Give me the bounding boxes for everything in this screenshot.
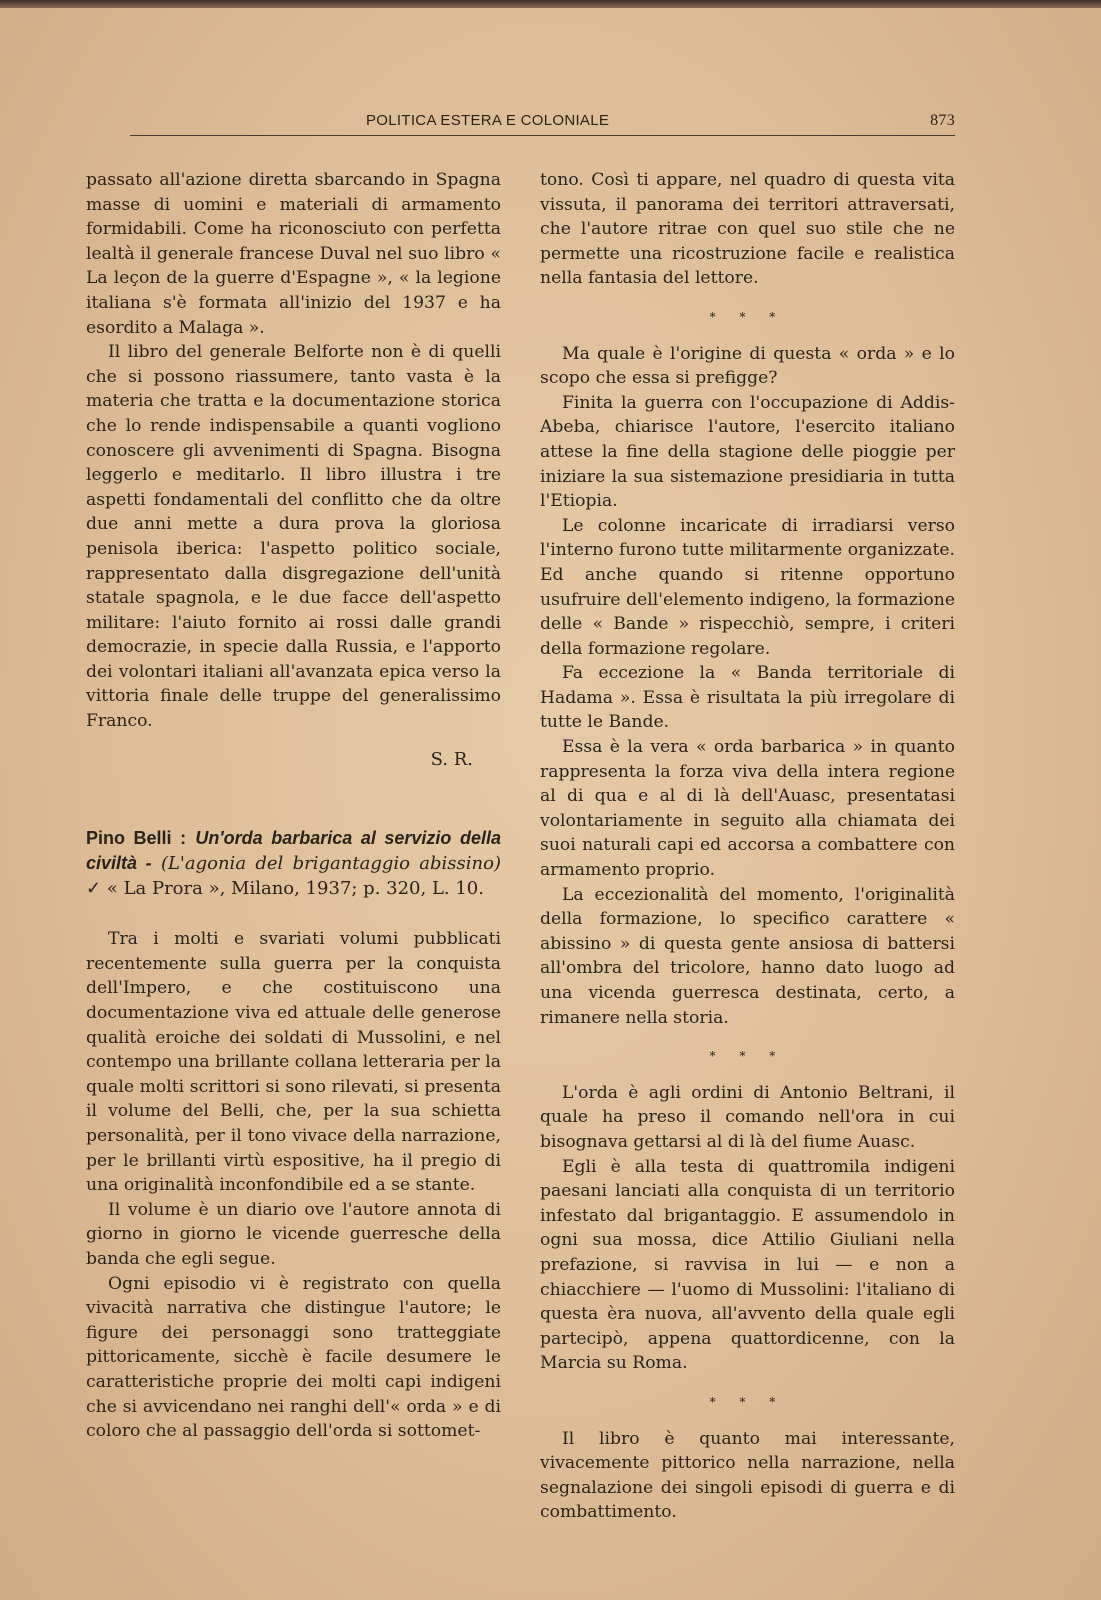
paragraph: passato all'azione diretta sbarcando in Spagna masse di uomini e materiali di armamento formidabili. Come ha riconosciuto con perfetta lealtà il generale francese Duval nel suo libro « La leçon de la guerre d'Espagne », « la legione italiana s'è formata all'inizio del 1937 e ha esordito a Malaga ». bbox=[86, 170, 501, 338]
spacer bbox=[86, 901, 501, 927]
paragraph: Il volume è un diario ove l'autore annota di giorno in giorno le vicende guerresche della banda che egli segue. bbox=[86, 1199, 501, 1269]
entry-subtitle: (L'agonia del brigantaggio abissino) bbox=[160, 853, 501, 875]
page-top-edge bbox=[0, 0, 1101, 8]
right-column bbox=[540, 168, 955, 1525]
entry-title: Un'orda barbarica al servizio della civiltà - bbox=[86, 828, 501, 874]
header-rule bbox=[130, 135, 955, 136]
entry-author: Pino Belli : bbox=[86, 828, 187, 849]
paragraph: Ma quale è l'origine di questa « orda » e lo scopo che essa si prefigge? bbox=[540, 343, 955, 389]
paragraph: Essa è la vera « orda barbarica » in quanto rappresenta la forza viva della intera regione al di qua e al di là dell'Auasc, presentatasi volontariamente in seguito alla chiamata dei suoi naturali capi ed accorsa a combattere con armamento proprio. bbox=[540, 737, 955, 881]
page-number: 873 bbox=[930, 112, 955, 129]
paragraph: Il libro è quanto mai interessante, vivacemente pittorico nella narrazione, nella segnalazione dei singoli episodi di guerra e di combattimento. bbox=[540, 1428, 955, 1523]
running-title: POLITICA ESTERA E COLONIALE bbox=[366, 112, 610, 129]
running-header bbox=[140, 110, 955, 134]
paragraph: Tra i molti e svariati volumi pubblicati recentemente sulla guerra per la conquista dell'Impero, e che costituiscono una documentazione viva ed attuale delle generose qualità eroiche dei soldati di Mussolini, e nel contempo una brillante collana letteraria per la quale molti scrittori si sono rilevati, si presenta il volume del Belli, che, per la sua schietta personalità, per il tono vivace della narrazione, per le brillanti virtù espositive, ha il pregio di una originalità inconfondibile ed a se stante. bbox=[86, 929, 501, 1196]
paragraph: L'orda è agli ordini di Antonio Beltrani, il quale ha preso il comando nell'ora in cui bisognava gettarsi al di là del fiume Auasc. bbox=[540, 1082, 955, 1152]
left-column bbox=[86, 168, 501, 1444]
paragraph: Finita la guerra con l'occupazione di Addis-Abeba, chiarisce l'autore, l'esercito italiano attese la fine della stagione delle pioggie per iniziare la sua sistemazione presidiaria in tutta l'Etiopia. bbox=[540, 392, 955, 512]
section-separator: * * * bbox=[709, 1394, 786, 1409]
paragraph: tono. Così ti appare, nel quadro di questa vita vissuta, il panorama dei territori attraversati, che l'autore ritrae con quel suo stile che ne permette una ricostruzione facile e realistica nella fantasia del lettore. bbox=[540, 170, 955, 289]
section-separator: * * * bbox=[709, 1049, 786, 1064]
paragraph: La eccezionalità del momento, l'originalità della formazione, lo specifico carattere « abissino » di questa gente ansiosa di battersi all'ombra del tricolore, hanno dato luogo ad una vicenda guerresca destinata, certo, a rimanere nella storia. bbox=[540, 884, 955, 1028]
paragraph: Ogni episodio vi è registrato con quella vivacità narrativa che distingue l'autore; le figure dei personaggi sono tratteggiate pittoricamente, sicchè è facile desumere le caratteristiche proprie dei molti capi indigeni che si avvicendano nei ranghi dell'« orda » e di coloro che al passaggio dell'orda si sottomet- bbox=[86, 1273, 501, 1442]
section-separator: * * * bbox=[709, 309, 786, 324]
check-mark-icon: ✓ bbox=[86, 878, 102, 900]
paragraph: Le colonne incaricate di irradiarsi verso l'interno furono tutte militarmente organizzate. Ed anche quando si ritenne opportuno usufruire dell'elemento indigeno, la formazione delle « Bande » rispecchiò, sempre, i criteri della formazione regolare. bbox=[540, 515, 955, 659]
book-entry bbox=[86, 826, 501, 901]
signature: S. R. bbox=[430, 748, 473, 770]
entry-publisher: « La Prora », Milano, 1937; p. 320, L. 10. bbox=[106, 878, 484, 900]
paragraph: Fa eccezione la « Banda territoriale di Hadama ». Essa è risultata la più irregolare di tutte le Bande. bbox=[540, 663, 955, 733]
paragraph: Egli è alla testa di quattromila indigeni paesani lanciati alla conquista di un territorio infestato dal brigantaggio. E assumendolo in ogni sua mossa, dice Attilio Giuliani nella prefazione, si ravvisa in lui — e non a chiacchiere — l'uomo di Mussolini: l'italiano di questa èra nuova, all'avvento della quale egli partecipò, appena quattordicenne, con la Marcia su Roma. bbox=[540, 1156, 955, 1374]
paragraph: Il libro del generale Belforte non è di quelli che si possono riassumere, tanto vasta è la materia che tratta e la documentazione storica che lo rende indispensabile a quanti vogliono conoscere gli avvenimenti di Spagna. Bisogna leggerlo e meditarlo. Il libro illustra i tre aspetti fondamentali del conflitto che da oltre due anni mette a dura prova la gloriosa penisola iberica: l'aspetto politico sociale, rappresentato dalla disgregazione dell'unità statale spagnola, e le due facce dell'aspetto militare: l'aiuto fornito ai rossi dalle grandi democrazie, in specie dalla Russia, e l'apporto dei volontari italiani all'avanzata epica verso la vittoria finale delle truppe del generalissimo Franco. bbox=[86, 342, 501, 732]
